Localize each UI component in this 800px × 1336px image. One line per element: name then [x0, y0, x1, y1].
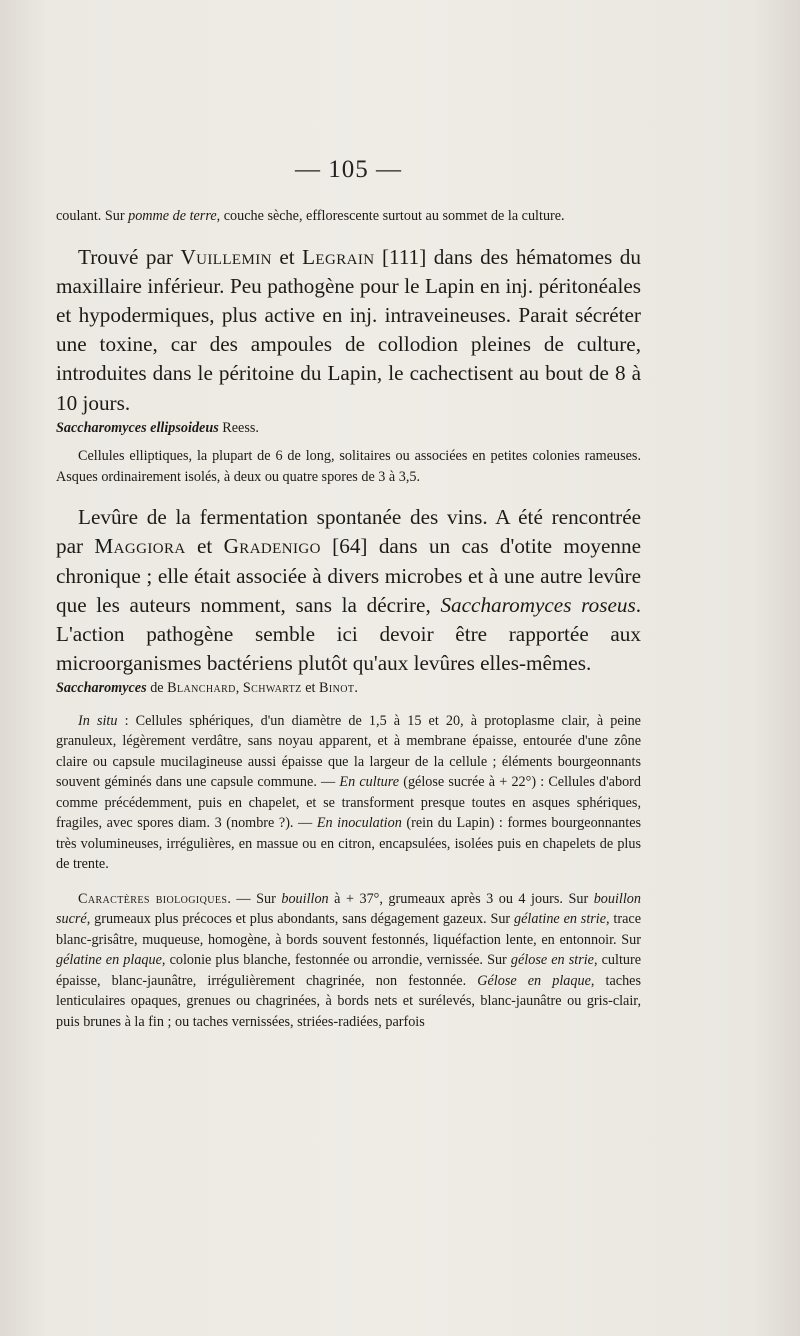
- author-name: Blanchard: [167, 680, 236, 697]
- author-name: Legrain: [302, 244, 375, 269]
- italic-run: In situ: [78, 712, 118, 729]
- section-label: Caractères biologiques: [78, 890, 228, 907]
- text-run: ,: [235, 680, 243, 697]
- italic-run: Gélose en plaque: [477, 972, 591, 989]
- text-run: Trouvé par: [78, 244, 181, 269]
- paragraph-in-situ: [56, 711, 641, 875]
- paragraph-vuillemin-legrain: [56, 243, 641, 418]
- text-run: . L'action pathogène semble ici devoir être rapportée aux microorganismes bactériens plutôt qu'aux levûres elles-mêmes.: [56, 592, 641, 676]
- species-heading-ellipsoideus: [56, 418, 641, 439]
- text-run: et: [301, 680, 320, 697]
- text-run: [64] dans un cas d'otite moyenne chronique ; elle était associée à divers microbes et à une autre levûre que les auteurs nomment, sans la décrire,: [56, 534, 641, 617]
- text-run: [111] dans des hématomes du maxillaire inférieur. Peu pathogène pour le Lapin en inj. péritonéales et hypodermiques, plus active en inj. intraveineuses. Parait sécréter une toxine, car des ampoules de collodion pleines de culture, introduites dans le péritoine du Lapin, le cachectisent au bout de 8 à 10 jours.: [56, 244, 641, 415]
- paragraph-caracteres-biologiques: [56, 889, 641, 1033]
- text-run: de: [146, 680, 168, 697]
- page-number: — 105 —: [295, 156, 402, 183]
- italic-run: gélatine en plaque: [56, 952, 162, 969]
- paragraph-ellipsoideus-description: Cellules elliptiques, la plupart de 6 de long, solitaires ou associées en petites colonies rameuses. Asques ordinairement isolés, à deux ou quatre spores de 3 à 3,5.: [56, 448, 641, 485]
- text-run: , colonie plus blanche, festonnée ou arrondie, vernissée. Sur: [161, 952, 511, 969]
- italic-run: bouillon sucré: [56, 890, 641, 928]
- italic-run: gélose en strie: [510, 952, 594, 969]
- text-run: à + 37°, grumeaux après 3 ou 4 jours. Sur: [328, 890, 594, 907]
- text-run: , trace blanc-grisâtre, muqueuse, homogène, à bords souvent festonnés, liquéfaction lente, en entonnoir. Sur: [56, 911, 641, 948]
- author-name: Gradenigo: [223, 534, 321, 559]
- text-run: . — Sur: [227, 890, 282, 907]
- paragraph-maggiora-gradenigo: [56, 503, 641, 678]
- text-run: , culture épaisse, blanc-jaunâtre, irrégulièrement chagrinée, non festonnée.: [56, 952, 642, 989]
- italic-run: gélatine en strie: [514, 911, 607, 928]
- author-name: Vuillemin: [180, 244, 272, 269]
- species-name: Saccharomyces: [56, 680, 147, 697]
- text-run: et: [185, 534, 224, 559]
- italic-species: Saccharomyces roseus: [440, 592, 636, 617]
- text-run: (gélose sucrée à + 22°) : Cellules d'abord comme précédemment, puis en chapelet, et se transforment presque toutes en asques sphériques, fragiles, avec spores diam. 3 (nombre ?). —: [56, 774, 641, 832]
- italic-run: bouillon: [281, 890, 329, 907]
- italic-run: pomme de terre: [128, 208, 217, 224]
- text-run: (rein du Lapin) : formes bourgeonnantes très volumineuses, irrégulières, en massue ou en citron, encapsulées, isolées puis en chapelets de plus de trente.: [56, 815, 642, 873]
- text-run: : Cellules sphériques, d'un diamètre de 1,5 à 15 et 20, à protoplasme clair, à peine granuleux, légèrement verdâtre, sans noyau apparent, et à membrane épaisse, entourée d'une zône claire ou capsule mucilagineuse aussi épaisse que la largeur de la cellule ; éléments bourgeonnants souvent géminés dans une capsule commune. —: [56, 712, 641, 791]
- author-name: Binot: [319, 680, 355, 697]
- species-name: Saccharomyces ellipsoideus: [56, 419, 219, 436]
- text-run: coulant. Sur: [56, 208, 129, 224]
- species-author: Reess.: [218, 419, 259, 436]
- text-run: , grumeaux plus précoces et plus abondants, sans dégagement gazeux. Sur: [86, 911, 515, 928]
- paragraph-culture-continuation: [56, 206, 641, 227]
- text-run: Levûre de la fermentation spontanée des vins. A été rencontrée par: [56, 505, 641, 559]
- italic-run: En inoculation: [316, 815, 402, 832]
- text-run: et: [271, 244, 303, 269]
- text-run: , couche sèche, efflorescente surtout au sommet de la culture.: [216, 208, 565, 224]
- author-name: Maggiora: [94, 534, 186, 559]
- text-column: [56, 156, 641, 1032]
- author-name: Schwartz: [242, 680, 302, 697]
- species-heading-blanchard: [56, 678, 641, 699]
- text-run: .: [354, 680, 358, 697]
- italic-run: En culture: [339, 774, 400, 791]
- text-run: , taches lenticulaires opaques, grenues ou chagrinées, à bords nets et surélevés, blanc-jaunâtre ou gris-clair, puis brunes à la fin ; ou taches vernissées, striées-radiées, parfois: [56, 972, 642, 1030]
